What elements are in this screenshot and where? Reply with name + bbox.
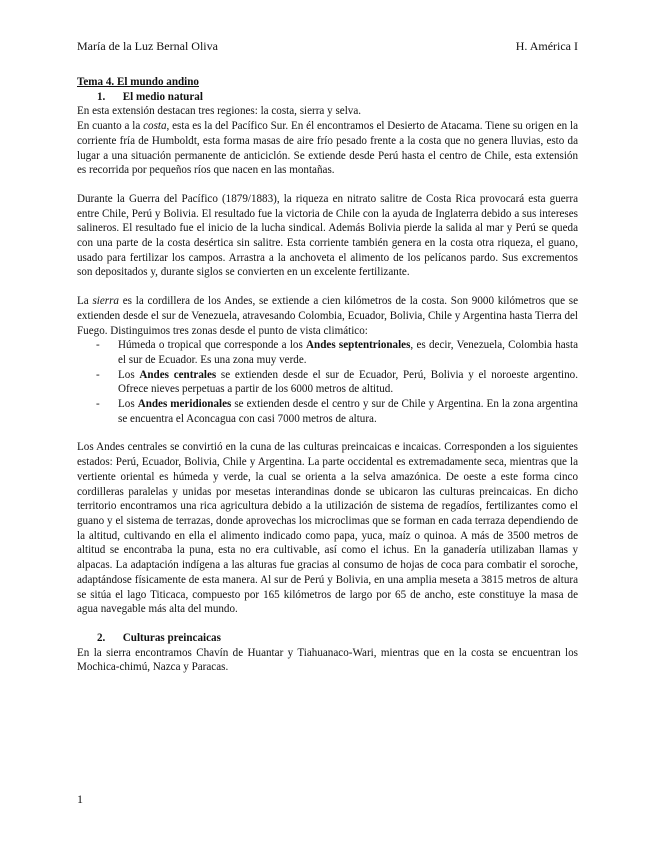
section-heading-2 [77, 631, 578, 646]
paragraph-sierra [77, 294, 578, 338]
paragraph-costa [77, 119, 578, 178]
topic-title: Tema 4. El mundo andino [77, 76, 199, 88]
section-title: Culturas preincaicas [122, 631, 221, 644]
section-number: 2. [97, 631, 106, 644]
list-item [77, 368, 578, 397]
text-run: se extienden desde el sur de Ecuador, Perú, Bolivia y el noroeste argentino. Ofrece nieves perpetuas a partir de los 6000 metros de altitud. [118, 368, 578, 396]
zone-name: Andes centrales [139, 368, 217, 381]
section-title: El medio natural [122, 90, 203, 103]
text-run: Los [118, 368, 140, 381]
section-number: 1. [97, 90, 106, 103]
paragraph-guerra: Durante la Guerra del Pacífico (1879/1883), la riqueza en nitrato salitre de Costa Rica provocará esta guerra entre Chile, Perú y Bolivia. El resultado fue la victoria de Chile con la ayuda de Inglaterra debido a sus intereses salineros. El resultado fue el inicio de la lucha sindical. Además Bolivia pierde la salida al mar y Perú se queda con una parte de la costa desértica sin salitre. Esta corriente también genera en la costa otra riqueza, el guano, usado para fertilizar los campos. Arrastra a la anchoveta el alimento de los pelícanos pardo. Sus excrementos son depositados y, durante siglos se convierten en un excelente fertilizante. [77, 192, 578, 279]
text-run: , esta es la del Pacífico Sur. En él encontramos el Desierto de Atacama. Tiene su origen en la corriente fría de Humboldt, esta forma masas de aire frío pesado frente a la costa que no genera lluvias, esto da lugar a una situación permanente de anticiclón. Se extiende desde Perú hasta el centro de Chile, esta extensión es recorrida por pequeños ríos que nacen en las montañas. [77, 120, 578, 177]
text-run: , es decir, Venezuela, Colombia hasta el sur de Ecuador. Es una zona muy verde. [118, 339, 578, 366]
paragraph-culturas: En la sierra encontramos Chavín de Huantar y Tiahuanaco-Wari, mientras que en la costa se encuentran los Mochica-chimú, Nazca y Paracas. [77, 646, 578, 674]
section-heading-1 [77, 90, 578, 105]
list-item [77, 397, 578, 426]
text-run: La [77, 295, 93, 308]
header-author: María de la Luz Bernal Oliva [77, 39, 218, 53]
text-run: es la cordillera de los Andes, se extiende a cien kilómetros de la costa. Son 9000 kilómetros que se extienden desde el sur de Venezuela, atravesando Colombia, Ecuador, Bolivia, Chile y Argentina hasta Tierra del Fuego. Distinguimos tres zonas desde el punto de vista climático: [77, 295, 578, 337]
emphasis-sierra: sierra [92, 295, 119, 308]
zone-name: Andes meridionales [137, 398, 232, 411]
text-run: Los [118, 398, 138, 411]
climate-zones-list [77, 338, 578, 426]
zone-name: Andes septentrionales [306, 339, 411, 352]
text-run: Húmeda o tropical que corresponde a los [118, 339, 307, 352]
page-number: 1 [77, 792, 83, 806]
text-run: En cuanto a la [77, 120, 144, 133]
paragraph-andes-centrales: Los Andes centrales se convirtió en la cuna de las culturas preincaicas e incaicas. Corresponden a los siguientes estados: Perú, Ecuador, Bolivia, Chile y Argentina. La parte occidental es extremadamente seca, mientras que la vertiente oriental es húmeda y verde, la cual se orienta a la selva amazónica. De oeste a este forma cinco cordilleras paralelas y unidas por mesetas interandinas donde se ubicaron las culturas preincaicas. En dicho territorio encontramos una rica agricultura debido a la utilización de sistema de regadíos, fertilizantes como el guano y el sistema de terrazas, donde aprovechas los microclimas que se forman en cada terraza dependiendo de la altitud, cultivando en ella el alimento indicado como papa, yuca, maíz o quinoa. A más de 3500 metros de altitud se encontraba la puna, esta no era cultivable, así como el ichus. En la ganadería utilizaban llamas y alpacas. La adaptación indígena a las alturas fue gracias al consumo de hojas de coca para combatir el soroche, adaptándose físicamente de esta manera. Al sur de Perú y Bolivia, en una amplia meseta a 3815 metros de altura se sitúa el lago Titicaca, compuesto por 165 kilómetros de largo por 65 de ancho, este constituye la masa de agua navegable más alta del mundo. [77, 441, 578, 616]
header-course: H. América I [515, 39, 578, 53]
document-body [77, 75, 578, 675]
text-run: se extienden desde el centro y sur de Chile y Argentina. En la zona argentina se encuentra el Aconcagua con casi 7000 metros de altura. [118, 398, 578, 425]
emphasis-costa: costa [143, 120, 167, 133]
paragraph-intro: En esta extensión destacan tres regiones: la costa, sierra y selva. [77, 105, 362, 118]
list-item [77, 338, 578, 367]
